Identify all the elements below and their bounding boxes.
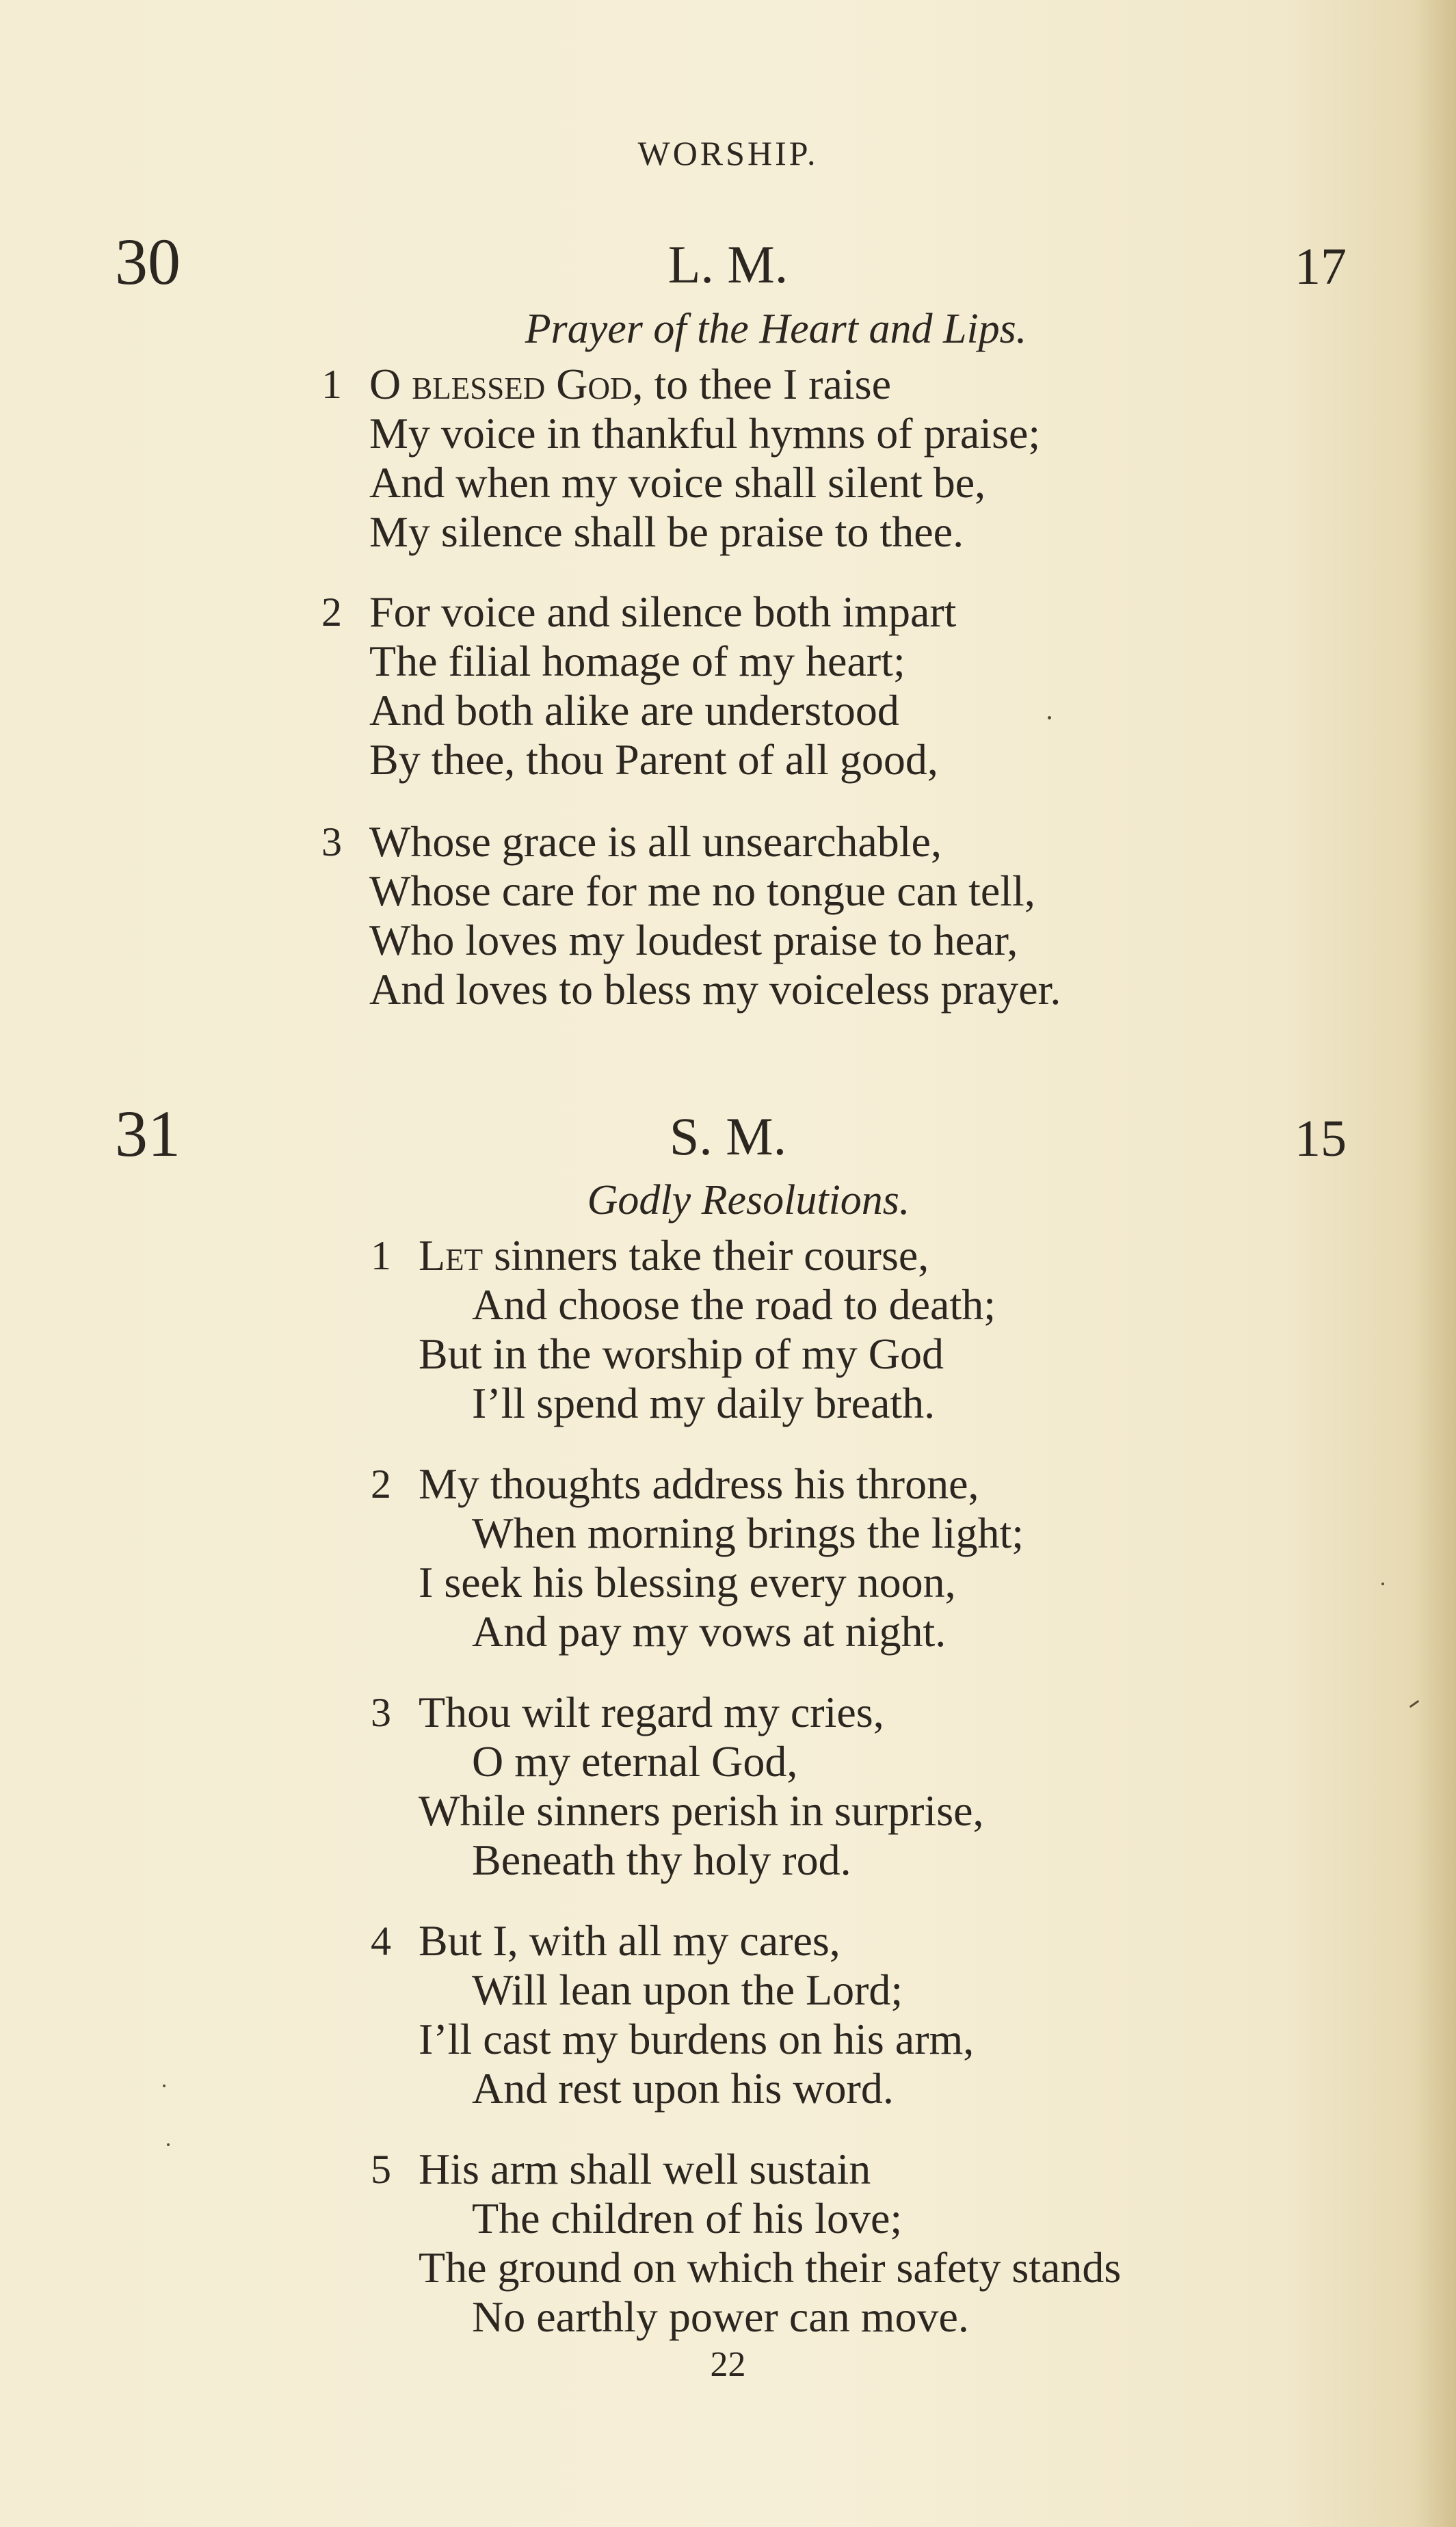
verse-line: My silence shall be praise to thee.: [369, 507, 964, 556]
running-head: WORSHIP.: [637, 134, 819, 172]
verse-line: And rest upon his word.: [472, 2064, 894, 2113]
paper-speck: [1381, 1583, 1384, 1585]
page-number: 22: [710, 2345, 746, 2384]
first-words-small-caps: O blessed God: [369, 360, 633, 408]
verse-line: The ground on which their safety stands: [419, 2243, 1122, 2292]
verse-line: I’ll cast my burdens on his arm,: [419, 2015, 975, 2063]
first-words-small-caps: Let: [419, 1231, 484, 1280]
verse-line: Will lean upon the Lord;: [472, 1966, 903, 2014]
verse-line: O my eternal God,: [472, 1737, 798, 1786]
verse-line: My voice in thankful hymns of praise;: [369, 409, 1041, 458]
verse-number: 4: [371, 1918, 391, 1963]
verse-line: And loves to bless my voiceless prayer.: [369, 965, 1061, 1014]
verse-line: But I, with all my cares,: [419, 1916, 840, 1965]
paper-speck: [1048, 716, 1051, 719]
verse-line: Whose care for me no tongue can tell,: [369, 866, 1035, 915]
page-edge-shadow: [1415, 0, 1456, 2527]
verse-number: 1: [371, 1233, 391, 1278]
verse-line: I seek his blessing every noon,: [419, 1558, 956, 1606]
verse-line: [369, 362, 891, 406]
verse-line: [419, 1231, 929, 1280]
paper-speck: [167, 2143, 170, 2146]
first-line-rest: sinners take their course,: [483, 1231, 929, 1280]
verse-line: For voice and silence both impart: [369, 587, 957, 636]
hymn-meter: S. M.: [669, 1107, 787, 1166]
paper-speck: [163, 2085, 166, 2087]
verse-line: I’ll spend my daily breath.: [472, 1379, 936, 1427]
verse-line: But in the worship of my God: [419, 1329, 944, 1378]
first-line-rest: , to thee I raise: [632, 360, 891, 408]
verse-line: Thou wilt regard my cries,: [419, 1688, 884, 1736]
verse-line: And when my voice shall silent be,: [369, 458, 986, 507]
verse-number: 2: [371, 1461, 391, 1507]
hymn-number: 31: [115, 1097, 181, 1170]
verse-number: 2: [321, 590, 342, 635]
hymn-number: 30: [115, 225, 181, 298]
hymn-title: Prayer of the Heart and Lips.: [525, 306, 1027, 352]
verse-line: My thoughts address his throne,: [419, 1459, 979, 1508]
verse-line: The filial homage of my heart;: [369, 637, 905, 685]
verse-line: By thee, thou Parent of all good,: [369, 735, 938, 784]
hymn-meter: L. M.: [667, 235, 789, 294]
tune-page-reference: 15: [1295, 1110, 1347, 1167]
verse-number: 3: [371, 1690, 391, 1735]
verse-line: While sinners perish in surprise,: [419, 1786, 984, 1835]
verse-line: And choose the road to death;: [472, 1280, 996, 1329]
verse-line: And both alike are understood: [369, 686, 899, 735]
verse-line: His arm shall well sustain: [419, 2145, 871, 2193]
verse-line: The children of his love;: [472, 2194, 903, 2242]
hymn-title: Godly Resolutions.: [587, 1177, 910, 1223]
verse-line: When morning brings the light;: [472, 1509, 1024, 1557]
verse-line: Whose grace is all unsearchable,: [369, 817, 942, 866]
verse-number: 5: [371, 2147, 391, 2192]
verse-line: And pay my vows at night.: [472, 1607, 947, 1656]
verse-line: No earthly power can move.: [472, 2292, 969, 2341]
verse-line: Who loves my loudest praise to hear,: [369, 916, 1018, 964]
tune-page-reference: 17: [1295, 238, 1347, 295]
verse-line: Beneath thy holy rod.: [472, 1836, 851, 1884]
verse-number: 3: [321, 819, 342, 864]
verse-number: 1: [321, 362, 342, 407]
